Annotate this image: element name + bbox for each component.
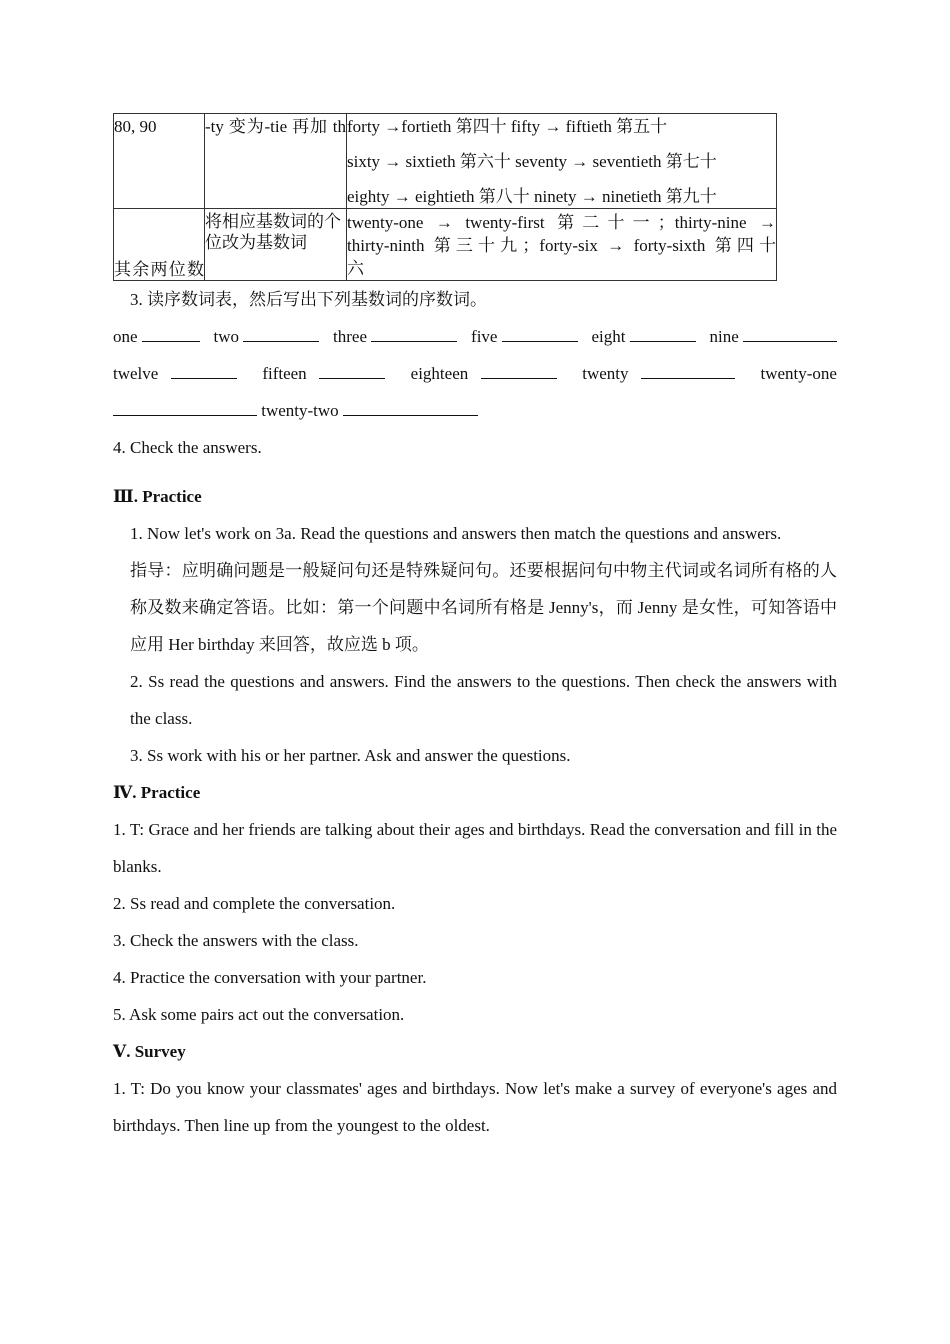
guide-text: 指导：应明确问题是一般疑问句还是特殊疑问句。还要根据问句中物主代词或名词所有格的人称及数来确定答语。比如：第一个问题中名词所有格是 Jenny's，而 Jenny 是女性，可知答语中应用 Her birthday 来回答，故应选 b 项。 [130,561,837,654]
answer-blank[interactable] [641,364,735,379]
table-row [114,114,777,209]
answer-blank[interactable] [319,364,385,379]
section4-item: 5. Ask some pairs act out the conversation. [113,1005,405,1024]
answer-blank[interactable] [630,327,696,342]
table-row [114,209,777,281]
cardinal-word: five [471,327,498,346]
examples-cell [347,209,777,281]
section4-item: 1. T: Grace and her friends are talking about their ages and birthdays. Read the conversation and fill in the blanks. [113,820,837,876]
answer-blank[interactable] [113,401,257,416]
rule-cell: 将相应基数词的个位改为基数词 [205,209,347,281]
answer-blank[interactable] [243,327,319,342]
section3-p1: 1. Now let's work on 3a. Read the questions and answers then match the questions and answers. [130,524,782,543]
cardinal-word: twenty [582,364,629,383]
example-line: 六 [347,259,364,278]
step3-instruction: 3. 读序数词表，然后写出下列基数词的序数词。 [130,290,487,309]
numbers-cell: 其余两位数 [114,209,205,281]
section5-p1: 1. T: Do you know your classmates' ages and birthdays. Now let's make a survey of everyone's ages and birthdays. Then line up from the youngest to the oldest. [113,1079,837,1135]
section3-p3: 3. Ss work with his or her partner. Ask and answer the questions. [130,746,571,765]
answer-blank[interactable] [171,364,237,379]
cardinal-word: twelve [113,364,159,383]
example-line: sixty → sixtieth 第六十 seventy → seventieth 第七十 [347,152,717,171]
cardinal-word: two [213,327,240,346]
answer-blank[interactable] [371,327,457,342]
cardinal-word: one [113,327,138,346]
section4-item: 3. Check the answers with the class. [113,931,359,950]
section4-heading: Ⅳ. Practice [113,783,201,802]
exercise-row-3 [113,392,837,429]
section3-heading: Ⅲ. Practice [113,487,202,506]
cardinal-word: fifteen [262,364,307,383]
step4: 4. Check the answers. [113,438,262,457]
example-line: twenty-one → twenty-first 第二十一；thirty-nine → [347,213,776,232]
section5-heading: Ⅴ. Survey [113,1042,186,1061]
document-page [113,113,837,1144]
section3-p2: 2. Ss read the questions and answers. Find the answers to the questions. Then check the answers with the class. [130,672,837,728]
examples-cell [347,114,777,209]
example-line: thirty-ninth 第三十九；forty-six → forty-sixth 第四十 [347,236,776,255]
section4-item: 2. Ss read and complete the conversation. [113,894,396,913]
ordinal-rules-table [113,113,777,281]
cardinal-word: eight [591,327,626,346]
cardinal-word: nine [709,327,739,346]
answer-blank[interactable] [343,401,478,416]
cardinal-word: three [333,327,368,346]
answer-blank[interactable] [481,364,557,379]
cardinal-word: eighteen [410,364,469,383]
exercise-row-1 [113,318,837,355]
cardinal-word: twenty-one [760,364,837,383]
example-line: forty →fortieth 第四十 fifty → fiftieth 第五十 [347,117,668,136]
numbers-cell: 80, 90 [114,114,205,209]
cardinal-word: twenty-two [261,401,339,420]
answer-blank[interactable] [743,327,837,342]
example-line: eighty → eightieth 第八十 ninety → ninetieth 第九十 [347,187,717,206]
answer-blank[interactable] [502,327,578,342]
exercise-row-2 [113,355,837,392]
rule-cell: -ty 变为-tie 再加 th [205,114,347,209]
answer-blank[interactable] [142,327,200,342]
section4-item: 4. Practice the conversation with your partner. [113,968,427,987]
